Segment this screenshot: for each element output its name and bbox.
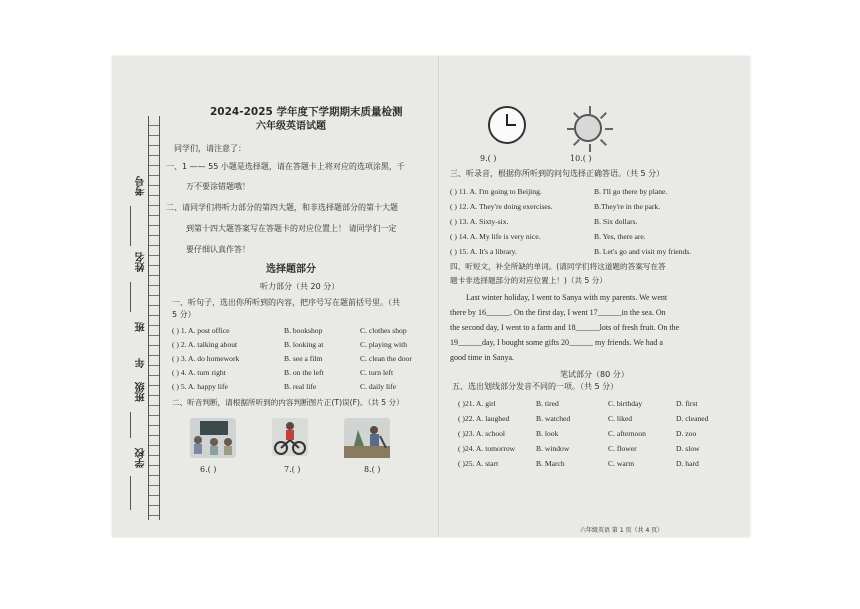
option-d: D. hard [676, 459, 699, 468]
option-d: D. first [676, 399, 698, 408]
question-heading: 题卡非选择题部分的对应位置上！)（共 5 分） [450, 276, 607, 285]
picture-answer-8[interactable]: 8.( ) [364, 465, 381, 474]
exam-sheet [112, 56, 750, 537]
option-a: ( )25. A. start [458, 459, 499, 468]
listening-title: 听力部分（共 20 分） [260, 282, 340, 291]
picture-bike-rider [272, 418, 308, 456]
q1-row [172, 326, 432, 336]
name-label: 姓名 [136, 252, 147, 272]
picture-answer-9[interactable]: 9.( ) [480, 154, 497, 163]
option-b: B. window [536, 444, 570, 453]
q5-row [458, 414, 746, 424]
question-heading: 五、选出划线部分发音不同的一项。（共 5 分） [452, 382, 619, 391]
option-a: ( )24. A. tomorrow [458, 444, 516, 453]
option-a: ( ) 14. A. My life is very nice. [450, 232, 541, 241]
passage-line: good time in Sanya. [450, 353, 514, 362]
written-section-title: 笔试部分（80 分） [560, 370, 629, 379]
exam-number-line [130, 206, 131, 246]
option-b: B. I'll go there by plane. [594, 187, 668, 196]
option-b: B. Six dollars. [594, 217, 638, 226]
grade-char-label: 年 [136, 358, 147, 368]
question-heading: 二、听音判断，请根据所听到的内容判断图片正(T)误(F)。（共 5 分） [172, 398, 404, 407]
option-a: ( ) 5. A. happy life [172, 382, 228, 391]
school-label: 学校 [136, 448, 147, 468]
q3-row [450, 187, 746, 197]
q5-row [458, 429, 746, 439]
note-line: 一、1 —— 55 小题是选择题，请在答题卡上将对应的选项涂黑，千 [166, 162, 405, 171]
q5-row [458, 459, 746, 469]
option-b: B. watched [536, 414, 571, 423]
note-line: 二、请同学们将听力部分的第四大题，和非选择题部分的第十大题 [166, 203, 398, 212]
exam-title: 2024-2025 学年度下学期期末质量检测 [210, 106, 403, 118]
option-a: ( ) 4. A. turn right [172, 368, 226, 377]
passage-line: 19______day, I bought some gifts 20______ my friends. We had a [450, 338, 663, 347]
q3-row [450, 202, 746, 212]
section-title: 选择题部分 [266, 264, 316, 275]
option-c: C. warm [608, 459, 635, 468]
picture-answer-10[interactable]: 10.( ) [570, 154, 592, 163]
option-d: D. cleaned [676, 414, 709, 423]
q1-row [172, 354, 432, 364]
question-heading: 一、听句子，选出你所听到的内容，把序号写在题前括号里。（共 [172, 298, 400, 307]
option-a: ( )22. A. laughed [458, 414, 510, 423]
option-c: C. turn left [360, 368, 394, 377]
picture-planting [344, 418, 390, 458]
question-heading: 三、听录音，根据你所听到的问句选择正确答语。（共 5 分） [450, 169, 665, 178]
option-c: C. afternoon [608, 429, 646, 438]
option-c: C. birthday [608, 399, 643, 408]
option-c: C. clothes shop [360, 326, 407, 335]
option-a: ( ) 13. A. Sixty-six. [450, 217, 509, 226]
option-d: D. zoo [676, 429, 697, 438]
option-b: B. tired [536, 399, 559, 408]
option-b: B. real life [284, 382, 317, 391]
option-a: ( )23. A. school [458, 429, 506, 438]
option-c: C. playing with [360, 340, 408, 349]
name-line [130, 282, 131, 312]
q3-row [450, 217, 746, 227]
page-fold [438, 56, 440, 537]
option-b: B.They're in the park. [594, 202, 661, 211]
question-heading: 四、听短文，补全所缺的单词。(请同学们将这道题的答案写在答 [450, 262, 666, 271]
school-line [130, 476, 131, 510]
class-label: 班级 [136, 382, 147, 402]
picture-classroom [190, 418, 236, 458]
q3-row [450, 232, 746, 242]
clock-icon [488, 106, 526, 144]
passage-line: there by 16______. On the first day, I went 17______in the sea. On [450, 308, 666, 317]
exam-number-label: 考号 [136, 176, 147, 196]
option-a: ( ) 2. A. talking about [172, 340, 238, 349]
option-b: B. see a film [284, 354, 323, 363]
picture-answer-7[interactable]: 7.( ) [284, 465, 301, 474]
option-c: C. daily life [360, 382, 397, 391]
picture-answer-6[interactable]: 6.( ) [200, 465, 217, 474]
option-a: ( )21. A. girl [458, 399, 496, 408]
q1-row [172, 340, 432, 350]
exam-subtitle: 六年级英语试题 [256, 121, 326, 132]
option-a: ( ) 3. A. do homework [172, 354, 240, 363]
option-a: ( ) 12. A. They're doing exercises. [450, 202, 553, 211]
greeting: 同学们，请注意了： [174, 144, 246, 153]
page-footer: 六年级英语 第 1 页（共 4 页） [580, 527, 664, 534]
option-b: B. on the left [284, 368, 324, 377]
q5-row [458, 399, 746, 409]
class-line [130, 412, 131, 438]
option-c: C. clean the door [360, 354, 412, 363]
q1-row [172, 368, 432, 378]
binding-margin [112, 56, 158, 537]
option-b: B. looking at [284, 340, 324, 349]
option-b: B. Let's go and visit my friends. [594, 247, 692, 256]
sun-icon [574, 114, 602, 142]
question-heading: 5 分） [172, 310, 196, 319]
note-line: 万不要涂错题哦！ [186, 182, 250, 191]
option-a: ( ) 15. A. It's a library. [450, 247, 517, 256]
option-a: ( ) 1. A. post office [172, 326, 230, 335]
left-page [166, 56, 434, 537]
note-line: 到第十四大题答案写在答题卡的对应位置上！ 请同学们一定 [186, 224, 397, 233]
option-b: B. Yes, there are. [594, 232, 646, 241]
passage-line: the second day, I went to a farm and 18______lots of fresh fruit. On the [450, 323, 680, 332]
q3-row [450, 247, 746, 257]
option-c: C. flower [608, 444, 637, 453]
option-c: C. liked [608, 414, 633, 423]
class-char-label: 班 [136, 322, 147, 332]
right-page [450, 56, 746, 537]
option-b: B. March [536, 459, 565, 468]
option-d: D. slow [676, 444, 700, 453]
note-line: 要仔细认真作答！ [186, 245, 250, 254]
binding-ruler [148, 116, 160, 520]
option-a: ( ) 11. A. I'm going to Beijing. [450, 187, 542, 196]
q1-row [172, 382, 432, 392]
passage-line: Last winter holiday, I went to Sanya with my parents. We went [466, 293, 668, 302]
q5-row [458, 444, 746, 454]
option-b: B. look [536, 429, 559, 438]
option-b: B. bookshop [284, 326, 323, 335]
